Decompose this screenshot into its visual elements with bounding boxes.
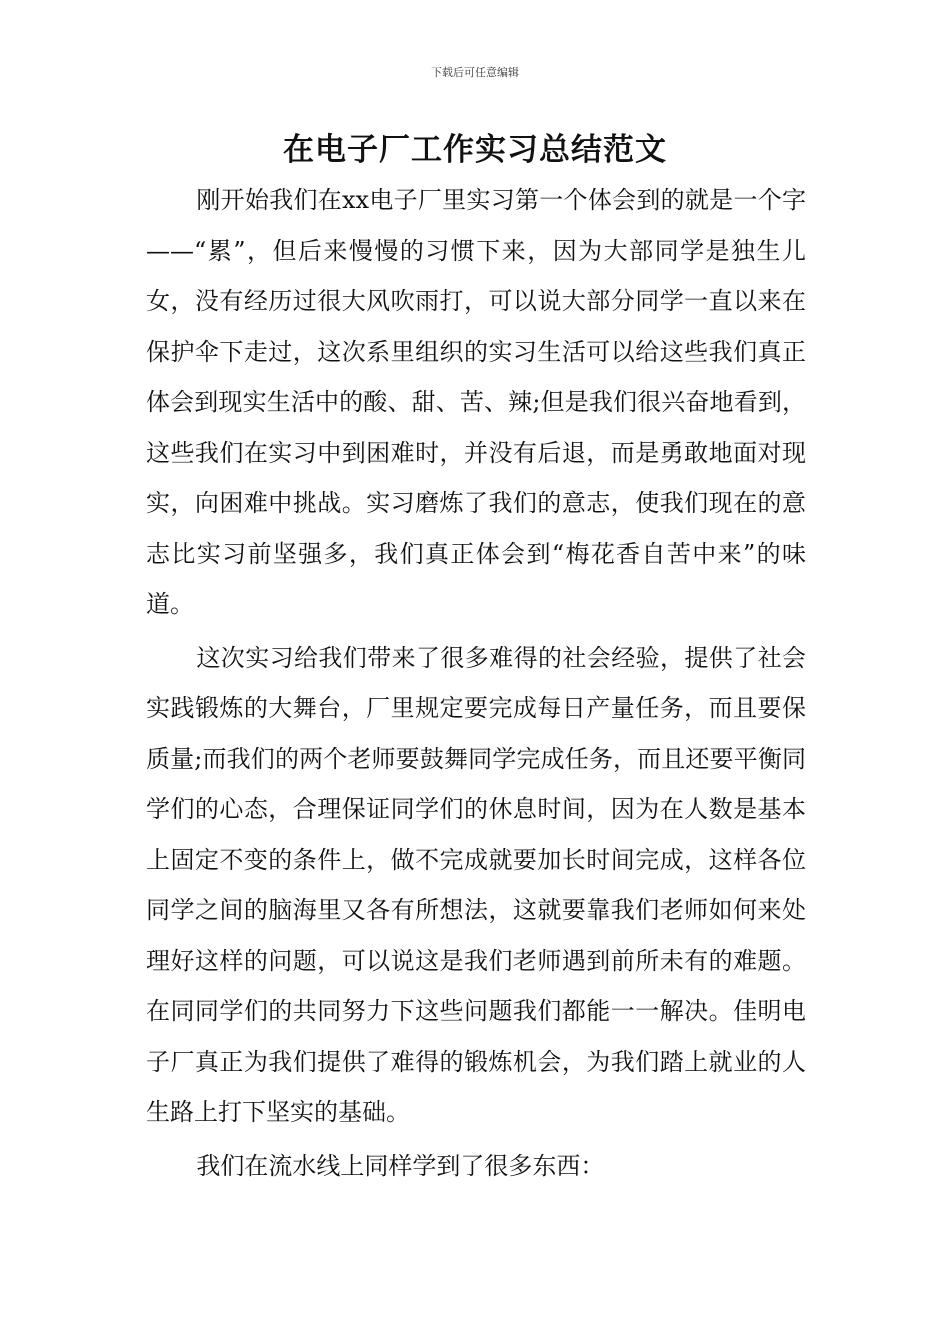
paragraph-3: 我们在流水线上同样学到了很多东西： xyxy=(196,1151,605,1180)
document-title: 在电子厂工作实习总结范文 xyxy=(283,132,667,168)
paragraph-2: 这次实习给我们带来了很多难得的社会经验，提供了社会实践锻炼的大舞台，厂里规定要完成每日产量任务，而且要保质量;而我们的两个老师要鼓舞同学完成任务，而且还要平衡同学们的心态，合理保证同学们的休息时间，因为在人数是基本上固定不变的条件上，做不完成就要加长时间完成，这样各位同学之间的脑海里又各有所想法，这就要靠我们老师如何来处理好这样的问题，可以说这是我们老师遇到前所未有的难题。在同同学们的共同努力下这些问题我们都能一一解决。佳明电子厂真正为我们提供了难得的锻炼机会，为我们踏上就业的人生路上打下坚实的基础。 xyxy=(146,643,806,1126)
paragraph-1: 刚开始我们在xx电子厂里实习第一个体会到的就是一个字——“累”，但后来慢慢的习惯下来，因为大部同学是独生儿女，没有经历过很大风吹雨打，可以说大部分同学一直以来在保护伞下走过，这次系里组织的实习生活可以给这些我们真正体会到现实生活中的酸、甜、苦、辣;但是我们很兴奋地看到，这些我们在实习中到困难时，并没有后退，而是勇敢地面对现实，向困难中挑战。实习磨炼了我们的意志，使我们现在的意志比实习前坚强多，我们真正体会到“梅花香自苦中来”的味道。 xyxy=(146,186,806,618)
document-body xyxy=(146,175,806,1191)
header-note: 下载后可任意编辑 xyxy=(431,66,519,79)
